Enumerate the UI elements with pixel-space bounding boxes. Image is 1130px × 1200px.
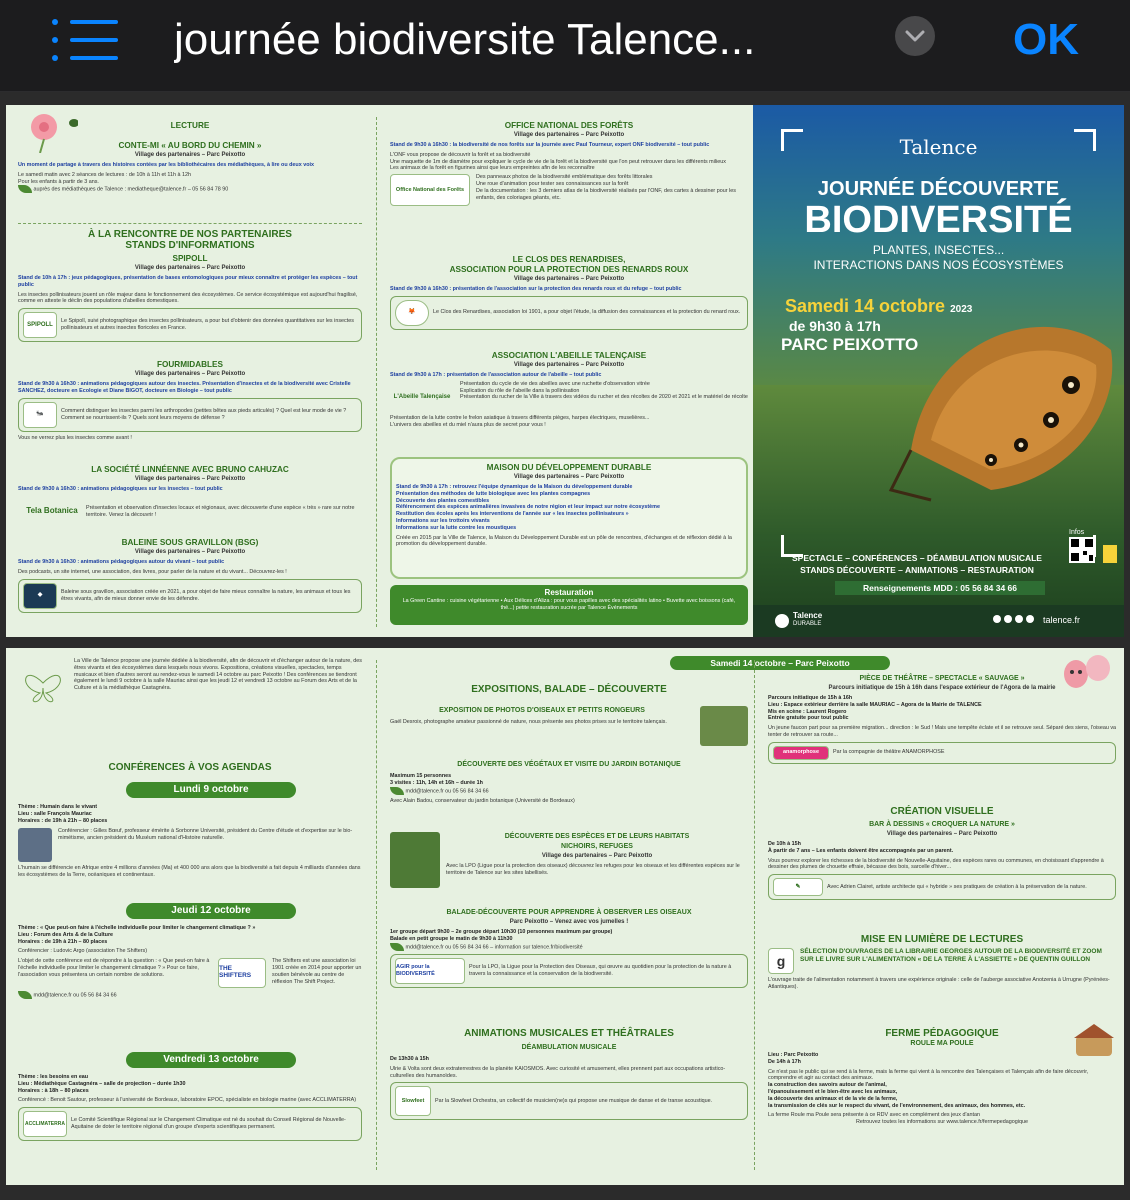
reservation-badge-icon — [18, 185, 32, 193]
lundi-conferencier: Conférencier : Gilles Bœuf, professeur émérite à Sorbonne Université, président du Centre d'étude et d'expertise sur le bio-mimétisme, ancien président du Muséum national d'Histoire naturelle. — [58, 828, 353, 842]
lectures-title: MISE EN LUMIÈRE DE LECTURES — [860, 934, 1024, 945]
clos-info-box — [390, 296, 748, 330]
linneenne-title: LA SOCIÉTÉ LINNÉENNE AVEC BRUNO CAHUZAC — [91, 465, 289, 474]
ferme-link[interactable]: Retrouvez toutes les informations sur www.talence.fr/fermepedagogique — [856, 1119, 1028, 1126]
partner-logo — [1103, 545, 1117, 563]
onf-bullet-4: Une roue d'animation pour tester ses connaissances sur la forêt — [476, 180, 629, 187]
balade-title: BALADE-DÉCOUVERTE POUR APPRENDRE À OBSERVER LES OISEAUX — [446, 909, 692, 916]
onf-bullet-2: Les animaux de la forêt en figurines ainsi que leurs empreintes afin de les reconnaître — [390, 165, 595, 172]
clos-box-text: Le Clos des Renardises, association loi 1901, a pour objet l'étude, la diffusion des connaissances et la protection du renard roux. — [433, 309, 741, 316]
youtube-icon[interactable] — [1004, 615, 1012, 623]
brochure-page-1 — [6, 105, 1124, 637]
abeille-bullet-2: Explication du rôle de l'abeille dans la pollinisation — [460, 387, 580, 394]
infos-label: Infos — [1069, 529, 1085, 536]
ferme-bullet-4: la transmission de clés sur le respect du vivant, de l'environnement, des animaux, des hommes, etc. — [768, 1102, 1026, 1109]
lectures-subtitle: SÉLECTION D'OUVRAGES DE LA LIBRAIRIE GEORGES AUTOUR DE LA BIODIVERSITÉ ET ZOOM SUR LE LIVRE SUR L'ALIMENTATION « DE LA TERRE À L'ASSIETTE » DE QUENTIN GUILLON — [800, 948, 1102, 963]
shifters-text: The Shifters est une association loi 1901 créée en 2014 pour apporter un soutien bénévole au centre de réflexion The Shift Project. — [272, 958, 362, 985]
habitats-place: Village des partenaires – Parc Peixotto — [541, 853, 653, 859]
theatre-mise-en-scene: Mis en scène : Laurent Rogero — [768, 708, 847, 715]
mdd-place: Village des partenaires – Parc Peixotto — [513, 474, 625, 480]
document-content[interactable] — [0, 92, 1130, 1200]
jardin-contact: mdd@talence.fr ou 05 56 84 34 66 — [405, 788, 489, 795]
column-divider — [376, 117, 377, 627]
ferme-bullet-3: la découverte des animaux et de la vie de la ferme, — [768, 1095, 898, 1102]
conte-age: Pour les enfants à partir de 3 ans. — [18, 178, 99, 185]
page1-column-2 — [390, 105, 748, 637]
bar-dessins-text: Vous pourrez explorer les richesses de la biodiversité de Nouvelle-Aquitaine, des espèces rares ou communes, en choisissant d'apprendre à dessiner des plumes de chouette effraie, bécasse des bois, sarcelle d'hiver... — [768, 857, 1104, 871]
tela-botanica-logo: Tela Botanica — [26, 506, 78, 516]
bar-dessins-box-text: Avec Adrien Clairet, artiste architecte qui « hybride » ses pratiques de création à la préservation de la nature. — [827, 883, 1087, 890]
slowfeet-info-box — [390, 1082, 748, 1120]
mdd-text: Créée en 2015 par la Ville de Talence, la Maison du Développement Durable est un pôle de rencontres, d'échanges et de réflexion dédié à la promotion du développement durable. — [396, 534, 732, 548]
bar-dessins-title: BAR À DESSINS « CROQUER LA NATURE » — [869, 821, 1015, 828]
jeudi-lieu: Lieu : Forum des Arts & de la Culture — [18, 931, 114, 938]
cover-line-3: PLANTES, INSECTES... — [872, 243, 1005, 257]
deambulation-title: DÉAMBULATION MUSICALE — [521, 1044, 617, 1051]
shifters-logo: THE SHIFTERS — [218, 958, 266, 988]
footer-sub: DURABLE — [793, 621, 822, 627]
spipoll-text: Les insectes pollinisateurs jouent un rôle majeur dans le fonctionnement des écosystèmes. Ce service écosystémique est aujourd'hui fragilisé, comme en atteste le déclin des populations d'abeilles domestiques. — [18, 291, 358, 305]
mdd-bullet-2: Découverte des plantes comestibles — [396, 497, 490, 504]
slowfeet-logo: Slowfeet — [395, 1086, 431, 1116]
butterfly-image — [871, 290, 1121, 520]
jeudi-pill: Jeudi 12 octobre — [126, 903, 296, 919]
cover-footer — [753, 605, 1124, 637]
jeudi-contact: mdd@talence.fr ou 05 56 84 34 66 — [33, 992, 117, 999]
linneenne-info — [18, 496, 362, 528]
habitats-title: DÉCOUVERTE DES ESPÈCES ET DE LEURS HABITATS — [504, 833, 690, 840]
baleine-stand: Stand de 9h30 à 16h30 : animations pédagogiques autour du vivant – tout public — [18, 559, 225, 565]
creation-title: CRÉATION VISUELLE — [890, 806, 994, 817]
slowfeet-text: Par la Slowfeet Orchestra, un collectif de musicien(ne)s qui propose une musique de danse et de transe acoustique. — [435, 1097, 713, 1104]
jeudi-conferencier: Conférencier : Ludovic Argo (association The Shifters) — [18, 948, 148, 955]
spipoll-box-text: Le Spipoll, suivi photographique des insectes pollinisateurs, a pour but d'obtenir des données quantitatives sur les insectes pollinisateurs et autres insectes floricoles en France. — [61, 318, 354, 332]
baleine-title: BALEINE SOUS GRAVILLON (BSG) — [121, 538, 259, 547]
fourmidables-stand: Stand de 9h30 à 16h30 : animations pédagogiques autour des insectes. Présentation d'insectes et de la biodiversité avec Cristelle SANCHEZ, docteure en Ecologie et Diane BIGOT, docteure en Biologie – tout public — [18, 381, 351, 394]
list-menu-icon[interactable] — [52, 16, 118, 64]
onf-text: L'ONF vous propose de découvrir la forêt et sa biodiversité — [390, 151, 531, 158]
facebook-icon[interactable] — [993, 615, 1001, 623]
baleine-box-text: Baleine sous gravillon, association créée en 2021, a pour objet de faire mieux connaître la nature, les animaux et tous les êtres vivants, afin de mieux donner envie de les défendre. — [61, 588, 351, 602]
social-icons — [993, 615, 1034, 623]
habitats-text: Avec la LPO (Ligue pour la protection des oiseaux) découvrez les refuges pour les oiseaux et les différentes espèces sur le territoire de Talence sur les sites labellisés. — [446, 863, 740, 876]
partners-subtitle: STANDS D'INFORMATIONS — [125, 240, 255, 251]
instagram-icon[interactable] — [1015, 615, 1023, 623]
animations-title: ANIMATIONS MUSICALES ET THÉÂTRALES — [464, 1028, 674, 1039]
abeille-logo: L'Abeille Talençaise — [393, 394, 451, 401]
photo-expo-text: Gaël Desroix, photographe amateur passionné de nature, nous présente ses photos prises sur le territoire talençais. — [390, 719, 667, 725]
onf-stand: Stand de 9h30 à 16h30 : la biodiversité de nos forêts sur la journée avec Paul Tourneur, expert ONF biodiversité – tout public — [390, 142, 710, 148]
spipoll-logo: SPIPOLL — [23, 312, 57, 338]
cover-activities-2: STANDS DÉCOUVERTE – ANIMATIONS – RESTAURATION — [800, 565, 1034, 575]
ferme-bullet-1: la construction des savoirs autour de l'animal, — [768, 1082, 887, 1089]
spipoll-place: Village des partenaires – Parc Peixotto — [134, 265, 246, 271]
fox-logo: 🦊 — [395, 300, 429, 326]
website-link[interactable]: talence.fr — [1043, 615, 1081, 625]
ferme-time: De 14h à 17h — [768, 1058, 801, 1065]
onf-bullet-3: Des panneaux photos de la biodiversité emblématique des forêts littorales — [476, 174, 653, 181]
vendredi-horaires: Horaires : à 18h – 80 places — [18, 1087, 89, 1094]
jardin-max: Maximum 15 personnes — [390, 773, 452, 779]
fourmidables-text: Comment distinguer les insectes parmi les arthropodes (petites bêtes aux pieds articulés) ? Quel est leur mode de vie ? Comment se nourrissent-ils ? Quels sont leurs moyens de défense ? — [61, 407, 347, 421]
librairie-georges-logo: g — [768, 948, 794, 974]
page2-intro: La Ville de Talence propose une journée dédiée à la biodiversité, afin de découvrir et d'échanger autour de la nature, des êtres vivants et des écosystèmes dans lesquels nous vivons. Expositions, créations visuelles, spectacles, temps musicaux et bien d'autres seront au rendez-vous le samedi 14 octobre au parc Peixotto ! Des conférences se tiendront également le lundi 9 octobre à la salle Mauriac ainsi que les jeudi 12 et vendredi 13 octobre au Forum des Arts et de la Culture et à la médiathèque Castagnéra. — [74, 658, 362, 692]
spipoll-title: SPIPOLL — [172, 254, 208, 263]
jardin-visits: 3 visites : 11h, 14h et 16h – durée 1h — [390, 779, 483, 786]
abeille-stand: Stand de 9h30 à 17h : présentation de l'association autour de l'abeille – tout public — [390, 372, 602, 378]
vendredi-conferencier: Conférencé : Benoit Sautour, professeur à l'université de Bordeaux, laboratoire EPOC, spécialiste en biologie marine (avec ACCLIMATERRA) — [18, 1097, 357, 1104]
speaker-photo — [18, 828, 52, 862]
vendredi-theme: Thème : les besoins en eau — [18, 1074, 89, 1080]
linneenne-place: Village des partenaires – Parc Peixotto — [134, 476, 246, 482]
jeudi-text: L'objet de cette conférence est de répondre à la question : « Que peut-on faire à l'échelle individuelle pour limiter le changement climatique ? » Pour ce faire, l'association vous présentera un certain nombre de solutions. — [18, 958, 210, 978]
conte-time: Le samedi matin avec 2 séances de lectures : de 10h à 11h et 11h à 12h — [18, 171, 192, 178]
cover-contact: Renseignements MDD : 05 56 84 34 66 — [835, 581, 1045, 595]
column-divider — [376, 660, 377, 1170]
samedi-date-pill: Samedi 14 octobre – Parc Peixotto — [670, 656, 890, 670]
conte-text: Un moment de partage à travers des histoires contées par les bibliothécaires des médiathèques, à lire ou deux voix — [18, 162, 314, 168]
reservation-badge-icon — [390, 943, 404, 951]
conte-place: Village des partenaires – Parc Peixotto — [134, 152, 246, 158]
lundi-theme: Thème : Humain dans le vivant — [18, 804, 98, 810]
anamorphose-info-box — [768, 742, 1116, 764]
abeille-bullet-1: Présentation du cycle de vie des abeilles avec une ruchette d'observation vitrée — [460, 380, 650, 387]
cover-line-4: INTERACTIONS DANS NOS ÉCOSYSTÈMES — [813, 258, 1064, 272]
document-viewer-toolbar — [0, 0, 1130, 92]
conferences-title: CONFÉRENCES À VOS AGENDAS — [108, 762, 272, 773]
spipoll-stand: Stand de 10h à 17h : jeux pédagogiques, présentation de bases entomologiques pour mieux connaître et protéger les espèces – tout public — [18, 275, 358, 288]
abeille-bullet-3: Présentation du rucher de la Ville à travers des vidéos du rucher et des récoltes de 2020 et 2021 et le matériel de récolte — [460, 394, 748, 401]
theatre-subtitle: Parcours initiatique de 15h à 16h dans l'espace extérieur de l'Agora de la mairie — [828, 685, 1056, 691]
partners-title: À LA RENCONTRE DE NOS PARTENAIRES — [88, 229, 292, 240]
ferme-lieu: Lieu : Parc Peixotto — [768, 1052, 819, 1058]
jeudi-theme: Thème : « Que peut-on faire à l'échelle individuelle pour limiter le changement climatique ? » — [18, 925, 256, 931]
column-divider — [754, 660, 755, 1170]
cover-time: de 9h30 à 17h — [789, 318, 881, 334]
deambulation-time: De 13h30 à 15h — [390, 1056, 429, 1062]
lectures-text: L'ouvrage traite de l'alimentation notamment à travers une expérience originale : celle de l'auberge associative Anotzenia à Urrugne (Pyrénées-Atlantiques). — [768, 977, 1110, 990]
onf-logo: Office National des Forêts — [390, 174, 470, 206]
lpo-text: Pour la LPO, la Ligue pour la Protection des Oiseaux, qui œuvre au quotidien pour la protection de la nature à travers la connaissance et la conservation de la biodiversité. — [469, 964, 732, 977]
document-title: journée biodiversite Talence... — [174, 15, 756, 64]
deambulation-text: Ulrie & Volta sont deux extraterrestres de la planète KAIOSMOS. Avec curiosité et amusement, elles prennent part aux occupations artistico-culturelles des humanoïdes. — [390, 1065, 726, 1079]
chevron-down-icon[interactable] — [895, 16, 935, 56]
jardin-avec: Avec Alain Badou, conservateur du jardin botanique (Université de Bordeaux) — [390, 797, 575, 804]
reservation-badge-icon — [390, 787, 404, 795]
mdd-title: MAISON DU DÉVELOPPEMENT DURABLE — [486, 463, 652, 472]
balade-contact: mdd@talence.fr ou 05 56 84 34 66 – information sur talence.fr/biodiversité — [405, 944, 583, 951]
cover-activities-1: SPECTACLE – CONFÉRENCES – DÉAMBULATION MUSICALE — [792, 553, 1042, 563]
expositions-title: EXPOSITIONS, BALADE – DÉCOUVERTE — [471, 684, 667, 695]
bar-dessins-age: À partir de 7 ans – Les enfants doivent être accompagnés par un parent. — [768, 847, 954, 854]
page2-column-1 — [18, 648, 362, 1185]
butterfly-outline-icon — [18, 658, 68, 708]
lpo-info-box — [390, 954, 748, 988]
balade-petit: Balade en petit groupe le matin de 9h30 à 11h30 — [390, 935, 513, 942]
abeille-place: Village des partenaires – Parc Peixotto — [513, 362, 625, 368]
onf-bullet-5: De la documentation : les 3 derniers atlas de la biodiversité réalisés par l'ONF, des cartes à dessiner pour les enfants, des coloriages géants, etc. — [476, 187, 736, 201]
anamorphose-text: Par la compagnie de théâtre ANAMORPHOSE — [833, 749, 945, 756]
baleine-info-box — [18, 579, 362, 613]
lundi-text: L'humain se différencie en Afrique entre 4 millions d'années (Ma) et 400 000 ans alors que la biodiversité a fait depuis 4 milliards d'années dans les écosystèmes de la Terre, océaniques et continentaux. — [18, 865, 361, 879]
talence-durable-icon — [775, 614, 789, 628]
brochure-page-2 — [6, 648, 1124, 1185]
mdd-stand: Stand de 9h30 à 17h : retrouvez l'équipe dynamique de la Maison du développement durable — [396, 484, 633, 490]
ok-button[interactable]: OK — [1013, 15, 1079, 64]
onf-place: Village des partenaires – Parc Peixotto — [513, 132, 625, 138]
balade-place: Parc Peixotto – Venez avec vos jumelles ! — [509, 919, 629, 925]
clos-title-2: ASSOCIATION POUR LA PROTECTION DES RENARDS ROUX — [449, 265, 689, 274]
clos-title: LE CLOS DES RENARDISES, — [512, 255, 626, 264]
photo-expo-title: EXPOSITION DE PHOTOS D'OISEAUX ET PETITS RONGEURS — [439, 707, 645, 714]
linneenne-stand: Stand de 9h30 à 16h30 : animations pédagogiques sur les insectes – tout public — [18, 486, 223, 492]
lpo-logo: AGIR pour la BIODIVERSITÉ — [395, 958, 465, 984]
restauration-text: La Green Cantine : cuisine végétarienne • Aux Délices d'Aliza : pour vous papilles avec des spécialités latino • Buvette avec boissons (café, thé...) petite restauration sucrée par Talence Événements — [402, 598, 736, 611]
vendredi-pill: Vendredi 13 octobre — [126, 1052, 296, 1068]
whale-icon: ◆ — [23, 583, 57, 609]
abeille-end: L'univers des abeilles et du miel n'aura plus de secret pour vous ! — [390, 421, 546, 428]
fourmidables-place: Village des partenaires – Parc Peixotto — [134, 371, 246, 377]
theatre-title: PIÈCE DE THÉÂTRE – SPECTACLE « SAUVAGE » — [859, 675, 1025, 682]
cover-date: Samedi 14 octobre — [785, 296, 946, 316]
mdd-bullet-5: Informations sur les trottoirs vivants — [396, 517, 490, 524]
brochure-cover — [753, 105, 1124, 637]
balade-groups: 1er groupe départ 9h30 – 2e groupe départ 10h30 (10 personnes maximum par groupe) — [390, 929, 613, 935]
abeille-title: ASSOCIATION L'ABEILLE TALENÇAISE — [491, 351, 647, 360]
acclimaterra-text: Le Comité Scientifique Régional sur le Changement Climatique est né du souhait du Conseil Régional de Nouvelle-Aquitaine de doter le territoire régional d'un groupe d'experts scientifiques permanent. — [71, 1117, 346, 1131]
habitats-title-2: NICHOIRS, REFUGES — [561, 843, 633, 850]
cover-place: PARC PEIXOTTO — [781, 335, 919, 354]
bird-photo — [700, 706, 748, 746]
lundi-horaires: Horaires : de 19h à 21h – 80 places — [18, 817, 108, 824]
bar-dessins-info-box — [768, 874, 1116, 900]
baleine-place: Village des partenaires – Parc Peixotto — [134, 549, 246, 555]
bar-dessins-place: Village des partenaires – Parc Peixotto — [886, 831, 998, 837]
qr-code[interactable] — [1069, 537, 1095, 563]
fourmidables-title: FOURMIDABLES — [157, 360, 223, 369]
conte-contact: auprès des médiathèques de Talence : mediatheque@talence.fr – 05 56 84 78 90 — [33, 186, 229, 193]
acclimaterra-logo: ACCLIMATERRA — [23, 1111, 67, 1137]
acclimaterra-info-box — [18, 1107, 362, 1141]
clos-stand: Stand de 9h30 à 16h30 : présentation de l'association sur la protection des renards roux et du refuge – tout public — [390, 286, 682, 292]
restauration-title: Restauration — [544, 588, 594, 597]
linkedin-icon[interactable] — [1026, 615, 1034, 623]
theatre-parcours: Parcours initiatique de 15h à 16h — [768, 695, 853, 701]
lundi-pill: Lundi 9 octobre — [126, 782, 296, 798]
baleine-text: Des podcasts, un site internet, une association, des livres, pour parler de la nature et du vivant... Découvrez-les ! — [18, 568, 287, 575]
theatre-lieu: Lieu : Espace extérieur derrière la salle MAURIAC – Agora de la Mairie de TALENCE — [768, 701, 982, 708]
cover-line-1: JOURNÉE DÉCOUVERTE — [817, 178, 1060, 200]
ferme-bullet-2: l'épanouissement et le bien-être avec les animaux, — [768, 1088, 898, 1095]
birdhouse-photo — [390, 832, 440, 888]
theatre-entree: Entrée gratuite pour tout public — [768, 715, 849, 722]
spipoll-info-box — [18, 308, 362, 342]
jardin-title: DÉCOUVERTE DES VÉGÉTAUX ET VISITE DU JARDIN BOTANIQUE — [457, 761, 681, 768]
ferme-subtitle: ROULE MA POULE — [910, 1040, 974, 1047]
reservation-badge-icon — [18, 991, 32, 999]
cover-year: 2023 — [950, 304, 973, 315]
mdd-bullet-4: Restitution des écoles après les interventions de l'année sur « les insectes pollinisateurs » — [396, 511, 629, 518]
onf-bullet-1: Une maquette de 1m de diamètre pour expliquer le cycle de vie de la forêt et la biodiversité que l'on peut retrouver dans les différents milieux — [390, 158, 726, 165]
mdd-bullet-3: Référencement des espèces animalières invasives de notre région et leur impact sur notre écosystème — [396, 504, 660, 511]
farm-animals-icon — [1072, 1022, 1116, 1058]
onf-title: OFFICE NATIONAL DES FORÊTS — [504, 121, 634, 130]
vendredi-lieu: Lieu : Médiathèque Castagnéra – salle de projection – durée 1h30 — [18, 1080, 186, 1087]
jeudi-horaires: Horaires : de 19h à 21h – 80 places — [18, 938, 108, 945]
clos-place: Village des partenaires – Parc Peixotto — [513, 276, 625, 282]
ferme-text: Ce n'est pas le public qui se rend à la ferme, mais la ferme qui vient à la rencontre des Talençaises et Talençais afin de faire découvrir, comprendre et agir au contact des animaux. — [768, 1068, 1089, 1082]
cover-title: BIODIVERSITÉ — [804, 199, 1073, 241]
mdd-bullet-6: Informations sur la lutte contre les moustiques — [396, 524, 517, 531]
conte-title: CONTE-MI « AU BORD DU CHEMIN » — [118, 141, 262, 150]
fourmidables-end: Vous ne verrez plus les insectes comme avant ! — [18, 434, 132, 441]
ferme-title: FERME PÉDAGOGIQUE — [885, 1028, 999, 1039]
abeille-bullet-4: Présentation de la lutte contre le frelon asiatique à travers différents pièges, harpes électriques, muselières... — [390, 414, 650, 421]
page1-column-1 — [18, 105, 362, 637]
mdd-bullet-1: Présentation des méthodes de lutte biologique avec les plantes compagnes — [396, 490, 591, 497]
talence-logo: Talence — [899, 135, 978, 159]
linneenne-text: Présentation et observation d'insectes locaux et régionaux, avec découverte d'une espèce « très » rare sur notre territoire. Venez la découvrir ! — [86, 505, 355, 518]
lundi-lieu: Lieu : salle François Mauriac — [18, 810, 92, 817]
ferme-end: La ferme Roule ma Poule sera présente à ce RDV avec en complément des jeux d'antan — [768, 1112, 980, 1119]
fourmidables-info-box — [18, 398, 362, 432]
anamorphose-logo: anamorphose — [773, 746, 829, 760]
fourmidables-logo: 🐜 — [23, 402, 57, 428]
bar-dessins-time: De 10h à 15h — [768, 841, 801, 847]
footer-brand: Talence — [793, 611, 823, 620]
section-title-lecture: LECTURE — [170, 121, 210, 130]
page2-column-3 — [768, 648, 1116, 1185]
artist-logo: ✎ — [773, 878, 823, 896]
theatre-text: Un jeune faucon part pour sa première migration... direction : le Sud ! Mais une tempête éclate et il se retrouve seul. Séparé des siens, l'oiseau va tenter de retrouver sa route... — [768, 725, 1117, 738]
